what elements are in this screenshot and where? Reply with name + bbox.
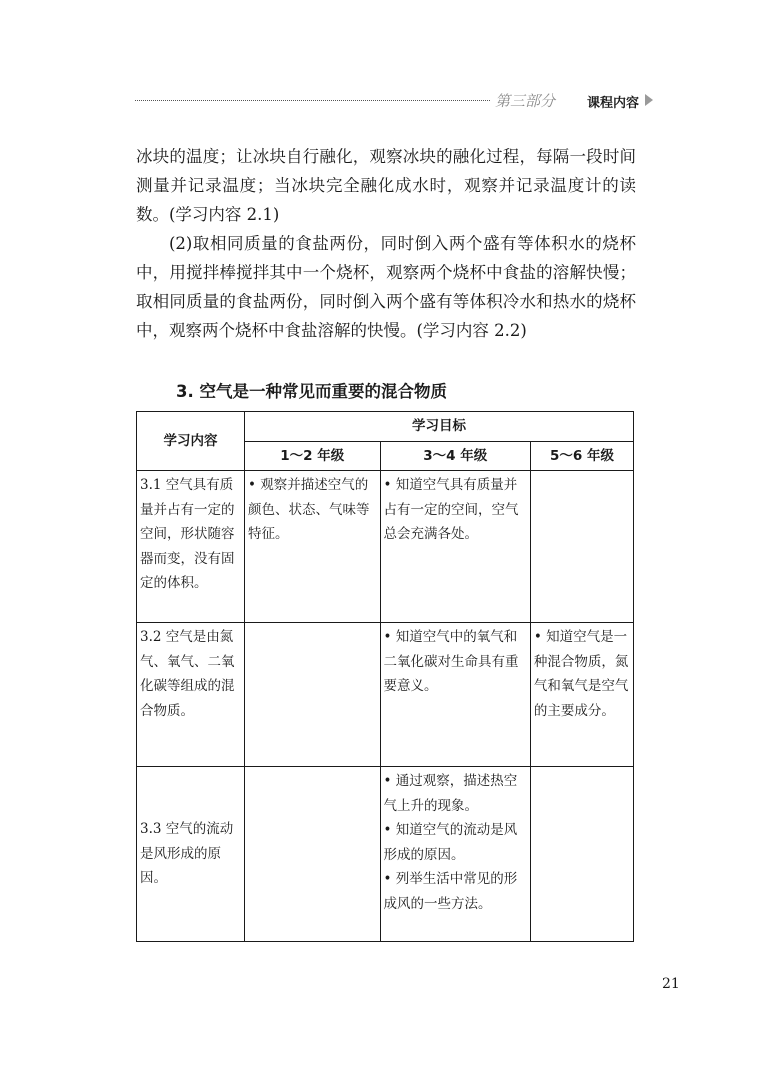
header-grade-5-6: 5～6 年级 bbox=[530, 441, 633, 471]
header-grade-1-2: 1～2 年级 bbox=[244, 441, 380, 471]
header-learning-goals: 学习目标 bbox=[244, 412, 633, 442]
cell-grade-5-6 bbox=[530, 471, 633, 623]
table-row bbox=[137, 623, 634, 767]
header-section-label: 课程内容 bbox=[587, 96, 640, 111]
goal-item: • 列举生活中常见的形成风的一些方法。 bbox=[383, 871, 518, 912]
cell-grade-1-2 bbox=[244, 767, 380, 942]
paragraph-text: (2)取相同质量的食盐两份，同时倒入两个盛有等体积水的烧杯中，用搅拌棒搅拌其中一个烧杯，观察两个烧杯中食盐的溶解快慢；取相同质量的食盐两份，同时倒入两个盛有等体积冷水和热水的烧杯中，观察两个烧杯中食盐溶解的快慢。(学习内容 2.2) bbox=[136, 234, 636, 340]
learning-goals-table bbox=[136, 411, 634, 942]
goal-item: • 通过观察，描述热空气上升的现象。 bbox=[383, 773, 518, 814]
page-number: 21 bbox=[662, 976, 680, 992]
header-learning-content: 学习内容 bbox=[137, 412, 245, 471]
cell-grade-3-4 bbox=[380, 623, 530, 767]
cell-grade-3-4 bbox=[380, 471, 530, 623]
header-triangle-icon bbox=[645, 94, 653, 106]
goal-item: • 观察并描述空气的颜色、状态、气味等特征。 bbox=[247, 477, 370, 542]
table-row bbox=[137, 471, 634, 623]
cell-grade-1-2 bbox=[244, 471, 380, 623]
goal-item: • 知道空气的流动是风形成的原因。 bbox=[383, 822, 518, 863]
cell-grade-5-6 bbox=[530, 767, 633, 942]
goal-item: • 知道空气具有质量并占有一定的空间，空气总会充满各处。 bbox=[383, 477, 519, 542]
goal-item: • 知道空气中的氧气和二氧化碳对生命具有重要意义。 bbox=[383, 629, 519, 694]
cell-content: 3.3 空气的流动是风形成的原因。 bbox=[137, 767, 245, 942]
section-title: 3. 空气是一种常见而重要的混合物质 bbox=[176, 382, 447, 401]
header-grade-3-4: 3～4 年级 bbox=[380, 441, 530, 471]
cell-content: 3.1 空气具有质量并占有一定的空间，形状随容器而变，没有固定的体积。 bbox=[137, 471, 245, 623]
header-dotted-rule bbox=[135, 100, 490, 101]
paragraph-salt-dissolving bbox=[136, 229, 636, 345]
cell-grade-5-6 bbox=[530, 623, 633, 767]
header-part-label: 第三部分 bbox=[495, 92, 556, 110]
paragraph-ice-melting: 冰块的温度；让冰块自行融化，观察冰块的融化过程，每隔一段时间测量并记录温度；当冰块完全融化成水时，观察并记录温度计的读数。(学习内容 2.1) bbox=[136, 147, 636, 224]
cell-grade-1-2 bbox=[244, 623, 380, 767]
goal-item: • 知道空气是一种混合物质，氮气和氧气是空气的主要成分。 bbox=[533, 629, 629, 719]
table-row bbox=[137, 767, 634, 942]
running-header bbox=[135, 88, 655, 112]
cell-content: 3.2 空气是由氮气、氧气、二氧化碳等组成的混合物质。 bbox=[137, 623, 245, 767]
cell-grade-3-4 bbox=[380, 767, 530, 942]
